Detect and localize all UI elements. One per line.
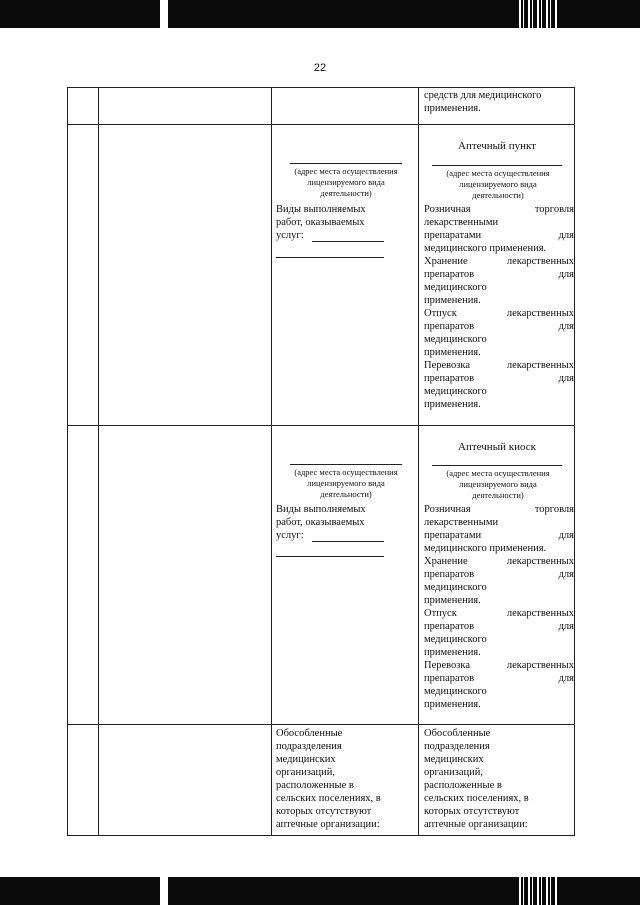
service-item: Хранение лекарственных препаратов для медицинского применения. (424, 556, 574, 606)
row2-col3-address-caption: (адрес места осуществления лицензируемого вида деятельности) (294, 467, 398, 499)
row2-col4-address-caption: (адрес места осуществления лицензируемого вида деятельности) (446, 468, 550, 500)
service-item: Отпуск лекарственных препаратов для медицинского применения. (424, 608, 574, 658)
scan-bottom-bar (0, 877, 640, 905)
row1-col4-title: Аптечный пункт (458, 140, 536, 152)
row1-col3-address-caption: (адрес места осуществления лицензируемого вида деятельности) (294, 166, 398, 198)
row3-col3-text: Обособленные подразделения медицинских организаций, расположенные в сельских поселениях, в которых отсутствуют аптечные организации: (276, 728, 381, 830)
row2-col3-works-label: Виды выполняемых работ, оказываемых услуг: (276, 504, 366, 541)
scan-top-bar (0, 0, 640, 28)
row3-col4-text: Обособленные подразделения медицинских организаций, расположенные в сельских поселениях, в которых отсутствуют аптечные организации: (424, 728, 529, 830)
row0-col4-text: средств для медицинского применения. (424, 90, 542, 114)
service-item: Перевозка лекарственных препаратов для медицинского применения. (424, 660, 574, 710)
service-item: Перевозка лекарственных препаратов для медицинского применения. (424, 360, 574, 410)
service-item: Розничная торговля лекарственными препаратами для медицинского применения. (424, 504, 574, 554)
page-number: 22 (313, 62, 327, 74)
service-item: Розничная торговля лекарственными препаратами для медицинского применения. (424, 204, 574, 254)
row2-col4-title: Аптечный киоск (458, 441, 536, 453)
row2-col4-services (424, 503, 574, 711)
row1-col3-works-label: Виды выполняемых работ, оказываемых услуг: (276, 204, 366, 241)
row1-col4-address-caption: (адрес места осуществления лицензируемого вида деятельности) (446, 168, 550, 200)
row1-col4-services (424, 203, 574, 411)
service-item: Хранение лекарственных препаратов для медицинского применения. (424, 256, 574, 306)
service-item: Отпуск лекарственных препаратов для медицинского применения. (424, 308, 574, 358)
